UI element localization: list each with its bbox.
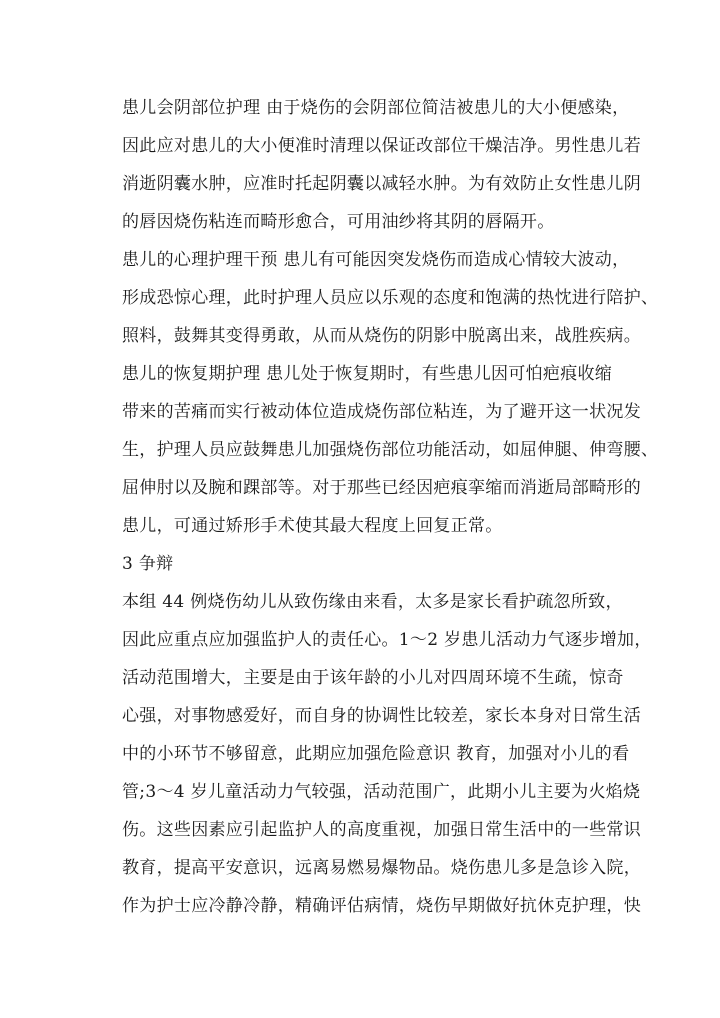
text-line: 伤。这些因素应引起监护人的高度重视，加强日常生活中的一些常识 — [122, 820, 641, 840]
text-line: 患儿，可通过矫形手术使其最大程度上回复正常。 — [122, 516, 503, 536]
text-line: 的唇因烧伤粘连而畸形愈合，可用油纱将其阴的唇隔开。 — [122, 212, 555, 232]
text-line: 生，护理人员应鼓舞患儿加强烧伤部位功能活动，如屈伸腿、伸弯腰、 — [122, 440, 659, 460]
text-line: 活动范围增大，主要是由于该年龄的小儿对四周环境不生疏，惊奇 — [122, 668, 624, 688]
text-line: 形成恐惊心理，此时护理人员应以乐观的态度和饱满的热忱进行陪护、 — [122, 288, 659, 308]
text-line: 管;3～4 岁儿童活动力气较强，活动范围广，此期小儿主要为火焰烧 — [122, 782, 641, 802]
text-line: 因此应重点应加强监护人的责任心。1～2 岁患儿活动力气逐步增加， — [122, 630, 652, 650]
text-line: 中的小环节不够留意，此期应加强危险意识 教育，加强对小儿的看 — [122, 744, 630, 764]
text-line: 带来的苦痛而实行被动体位造成烧伤部位粘连，为了避开这一状况发 — [122, 402, 641, 422]
text-line: 因此应对患儿的大小便准时清理以保证改部位干燥洁净。男性患儿若 — [122, 136, 641, 156]
text-line: 教育，提高平安意识，远离易燃易爆物品。烧伤患儿多是急诊入院， — [122, 858, 641, 878]
text-line: 本组 44 例烧伤幼儿从致伤缘由来看，太多是家长看护疏忽所致， — [122, 592, 623, 612]
section-heading: 3 争辩 — [122, 554, 174, 574]
text-line: 照料，鼓舞其变得勇敢，从而从烧伤的阴影中脱离出来，战胜疾病。 — [122, 326, 641, 346]
text-line: 患儿会阴部位护理 由于烧伤的会阴部位简洁被患儿的大小便感染， — [122, 98, 630, 118]
text-line: 消逝阴囊水肿，应准时托起阴囊以减轻水肿。为有效防止女性患儿阴 — [122, 174, 641, 194]
text-line: 患儿的心理护理干预 患儿有可能因突发烧伤而造成心情较大波动， — [122, 250, 630, 270]
text-line: 患儿的恢复期护理 患儿处于恢复期时，有些患儿因可怕疤痕收缩 — [122, 364, 613, 384]
text-line: 作为护士应冷静冷静，精确评估病情，烧伤早期做好抗休克护理，快 — [122, 896, 641, 916]
text-line: 屈伸肘以及腕和踝部等。对于那些已经因疤痕挛缩而消逝局部畸形的 — [122, 478, 641, 498]
text-line: 心强，对事物感爱好，而自身的协调性比较差，家长本身对日常生活 — [122, 706, 641, 726]
